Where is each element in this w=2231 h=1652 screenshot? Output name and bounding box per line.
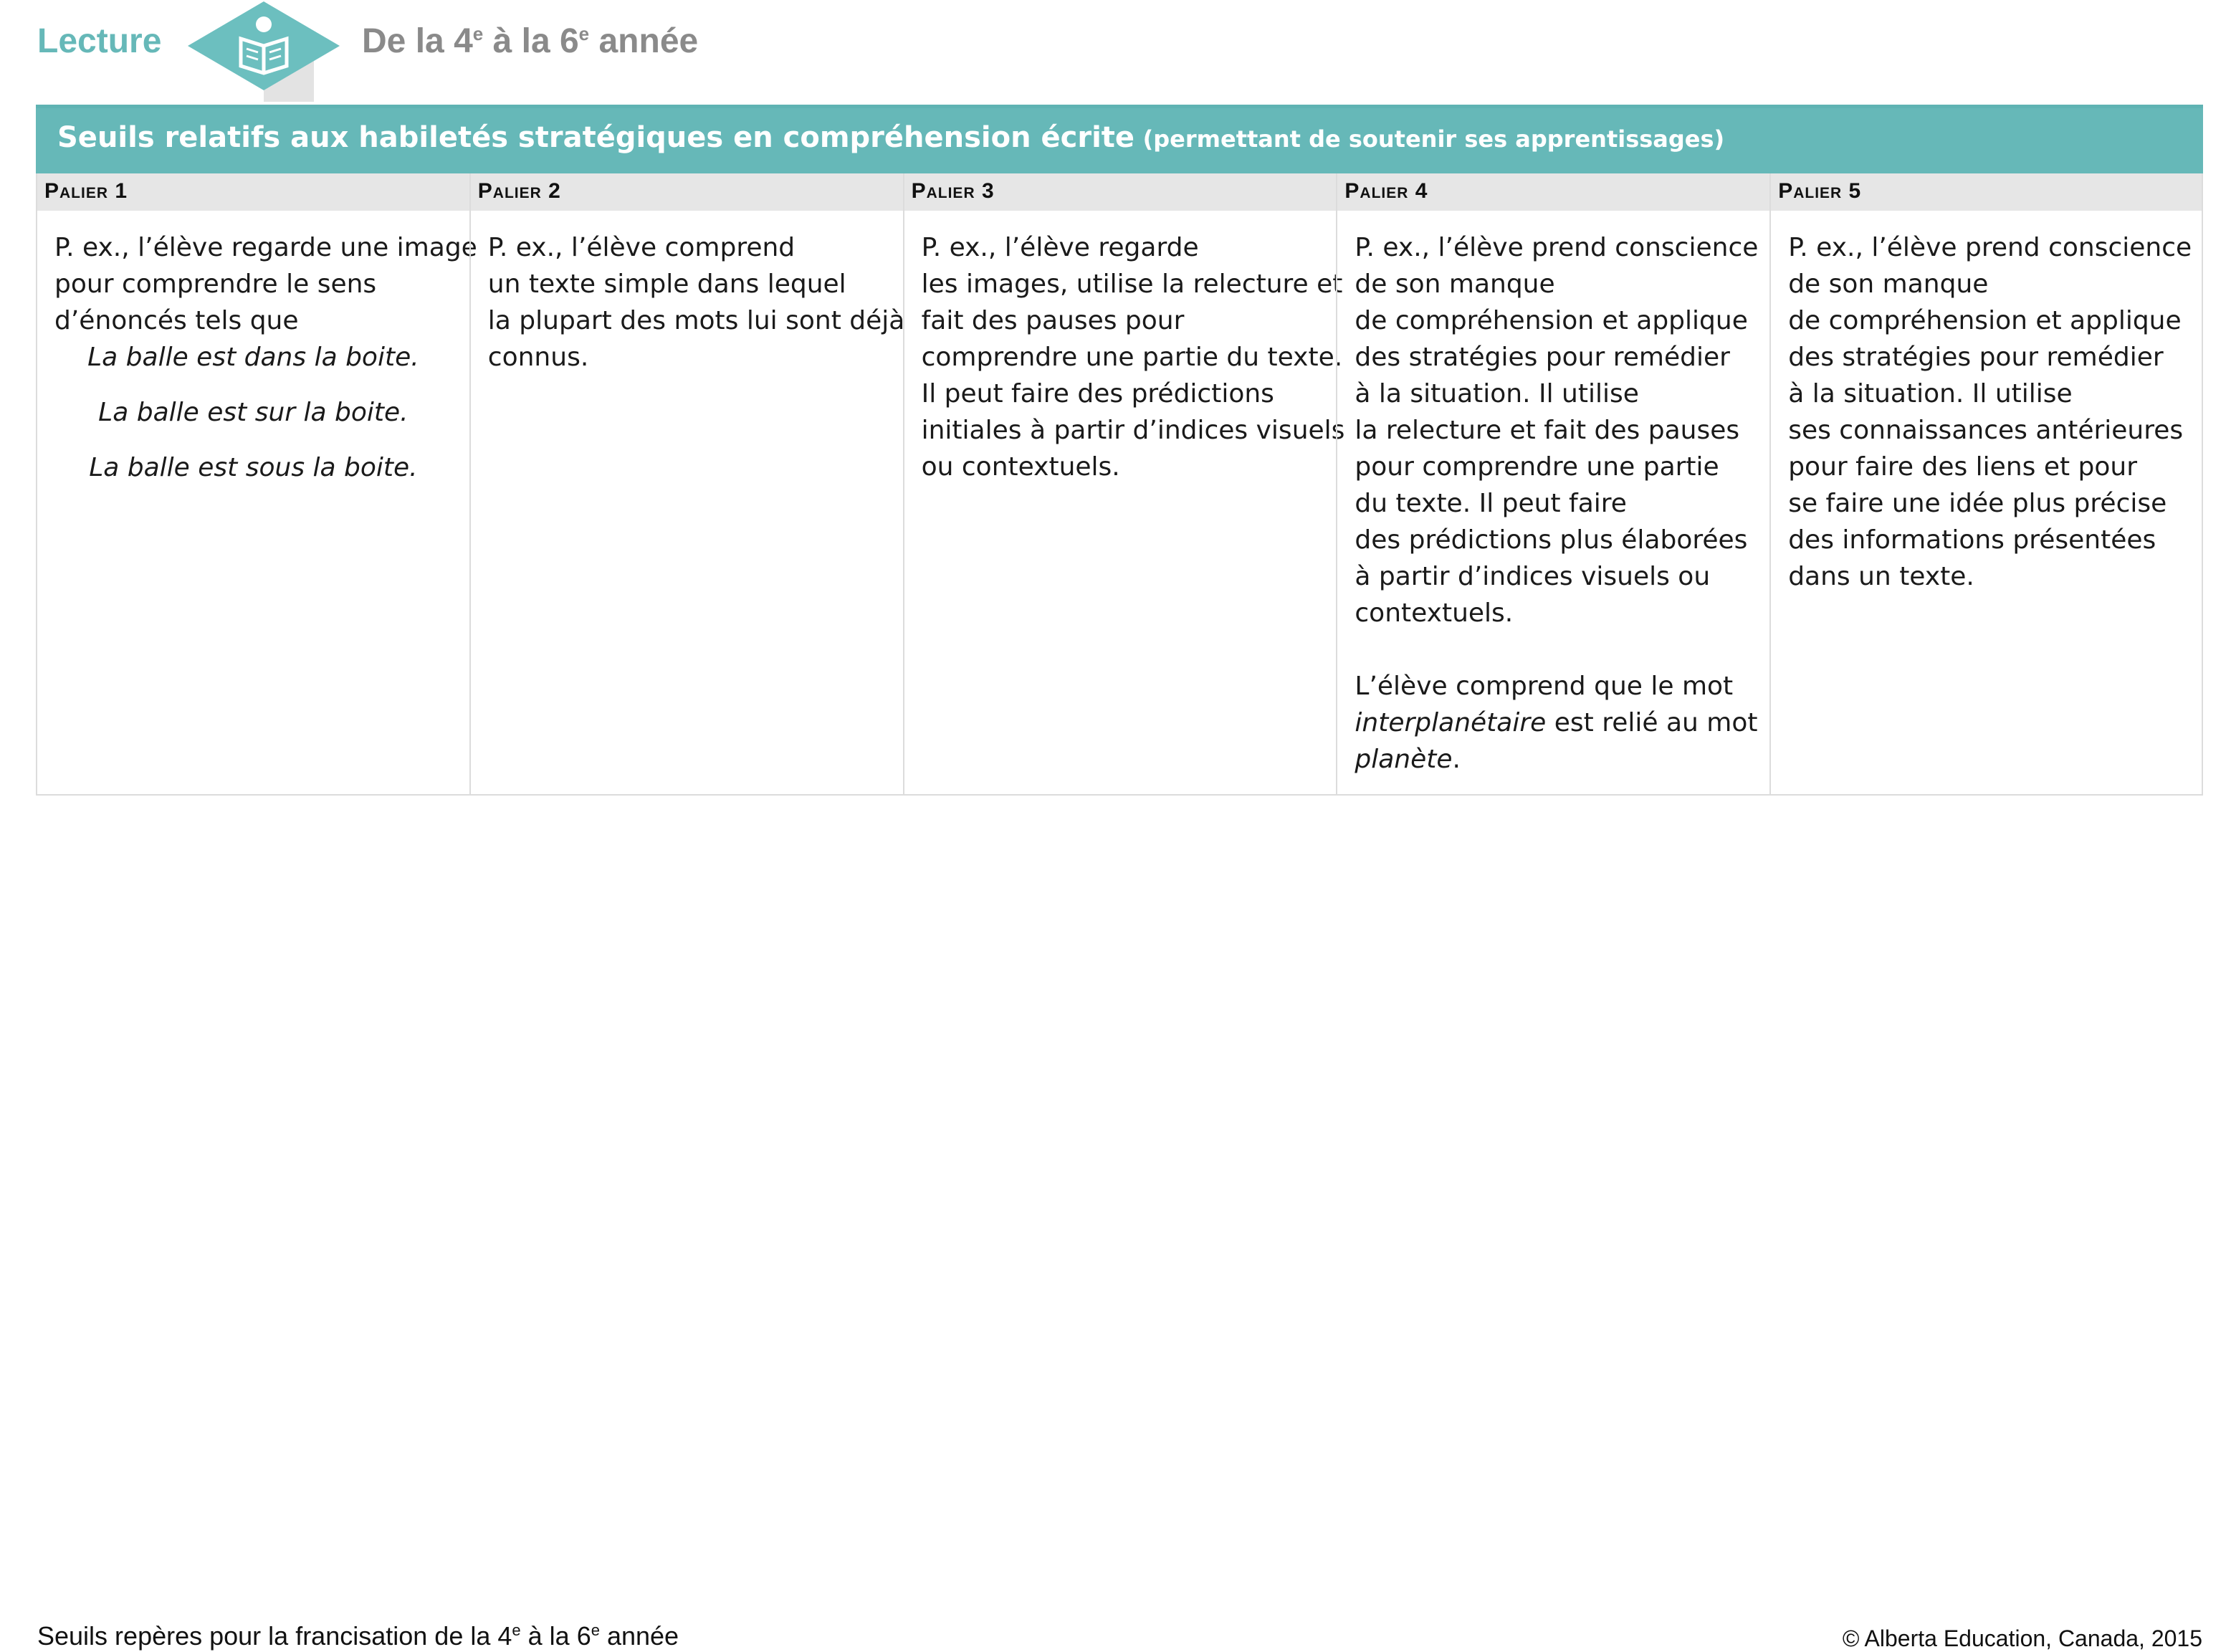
column-heading: Palier 2	[471, 173, 903, 211]
cell-line: de compréhension et applique	[1355, 306, 1748, 335]
cell-line: des stratégies pour remédier	[1788, 343, 2164, 372]
footer-copyright: © Alberta Education, Canada, 2015	[1842, 1625, 2202, 1651]
cell-line: P. ex., l’élève prend conscience	[1788, 233, 2192, 262]
paragraph-gap	[1355, 631, 1752, 668]
cell-line: les images, utilise la relecture et	[921, 269, 1343, 299]
cell-line: pour comprendre une partie	[1355, 452, 1719, 482]
table-title-bar	[36, 105, 2203, 173]
cell-line: P. ex., l’élève prend conscience	[1355, 233, 1759, 262]
cell-line: initiales à partir d’indices visuels	[921, 416, 1345, 445]
column-body	[471, 211, 903, 796]
cell-line: P. ex., l’élève regarde une image	[54, 233, 477, 262]
cell-line: un texte simple dans lequel	[487, 269, 846, 299]
cell-line: pour faire des liens et pour	[1788, 452, 2138, 482]
column-heading: Palier 3	[904, 173, 1337, 211]
cell-line: des informations présentées	[1788, 525, 2156, 555]
cell-line: comprendre une partie du texte.	[921, 343, 1343, 372]
column-heading: Palier 5	[1771, 173, 2202, 211]
reading-book-icon	[188, 1, 340, 102]
cell-line: la plupart des mots lui sont déjà	[487, 306, 905, 335]
cell-line: de son manque	[1788, 269, 1989, 299]
column-body	[904, 211, 1345, 796]
cell-line: de son manque	[1355, 269, 1555, 299]
footer-document-title: Seuils repères pour la francisation de la 4e à la 6e année	[37, 1621, 679, 1651]
cell-line: dans un texte.	[1788, 562, 1974, 591]
italic-word: interplanétaire	[1355, 708, 1547, 737]
cell-line: se faire une idée plus précise	[1788, 489, 2167, 518]
example-sentence: La balle est dans la boite.	[87, 343, 419, 372]
cell-line: L’élève comprend que le mot	[1355, 672, 1734, 701]
column-palier-5	[1769, 173, 2203, 796]
subject-title: Lecture	[37, 22, 162, 60]
cell-line: du texte. Il peut faire	[1355, 489, 1627, 518]
italic-word: planète	[1355, 745, 1453, 774]
table-subtitle: (permettant de soutenir ses apprentissages)	[1142, 125, 1725, 153]
cell-line: des stratégies pour remédier	[1355, 343, 1730, 372]
column-palier-2	[469, 173, 903, 796]
example-sentence: La balle est sur la boite.	[98, 398, 409, 427]
cell-line: Il peut faire des prédictions	[921, 379, 1274, 409]
cell-line: fait des pauses pour	[921, 306, 1185, 335]
cell-line-mixed: interplanétaire est relié au mot	[1355, 708, 1758, 737]
column-heading: Palier 1	[37, 173, 469, 211]
cell-line: d’énoncés tels que	[54, 306, 299, 335]
cell-line: ou contextuels.	[921, 452, 1120, 482]
column-heading: Palier 4	[1337, 173, 1769, 211]
column-palier-1	[36, 173, 477, 796]
column-body	[37, 211, 477, 796]
column-palier-3	[903, 173, 1345, 796]
cell-line: contextuels.	[1355, 598, 1514, 628]
cell-line: pour comprendre le sens	[54, 269, 377, 299]
cell-line: à la situation. Il utilise	[1355, 379, 1639, 409]
grade-range: De la 4e à la 6e année	[362, 22, 699, 60]
cell-line: à partir d’indices visuels ou	[1355, 562, 1711, 591]
thresholds-table	[36, 105, 2203, 796]
cell-line: connus.	[487, 343, 589, 372]
cell-line: P. ex., l’élève comprend	[487, 233, 796, 262]
example-sentence: La balle est sous la boite.	[89, 453, 418, 482]
cell-line: ses connaissances antérieures	[1788, 416, 2184, 445]
column-palier-4	[1336, 173, 1769, 796]
cell-line-mixed: planète.	[1355, 745, 1461, 774]
cell-line: P. ex., l’élève regarde	[921, 233, 1199, 262]
column-body	[1337, 211, 1769, 796]
cell-line: des prédictions plus élaborées	[1355, 525, 1748, 555]
table-title: Seuils relatifs aux habiletés stratégiques en compréhension écrite	[57, 121, 1135, 154]
column-body	[1771, 211, 2202, 796]
table-columns	[36, 173, 2203, 796]
cell-line: la relecture et fait des pauses	[1355, 416, 1740, 445]
cell-line: à la situation. Il utilise	[1788, 379, 2073, 409]
cell-line: de compréhension et applique	[1788, 306, 2182, 335]
